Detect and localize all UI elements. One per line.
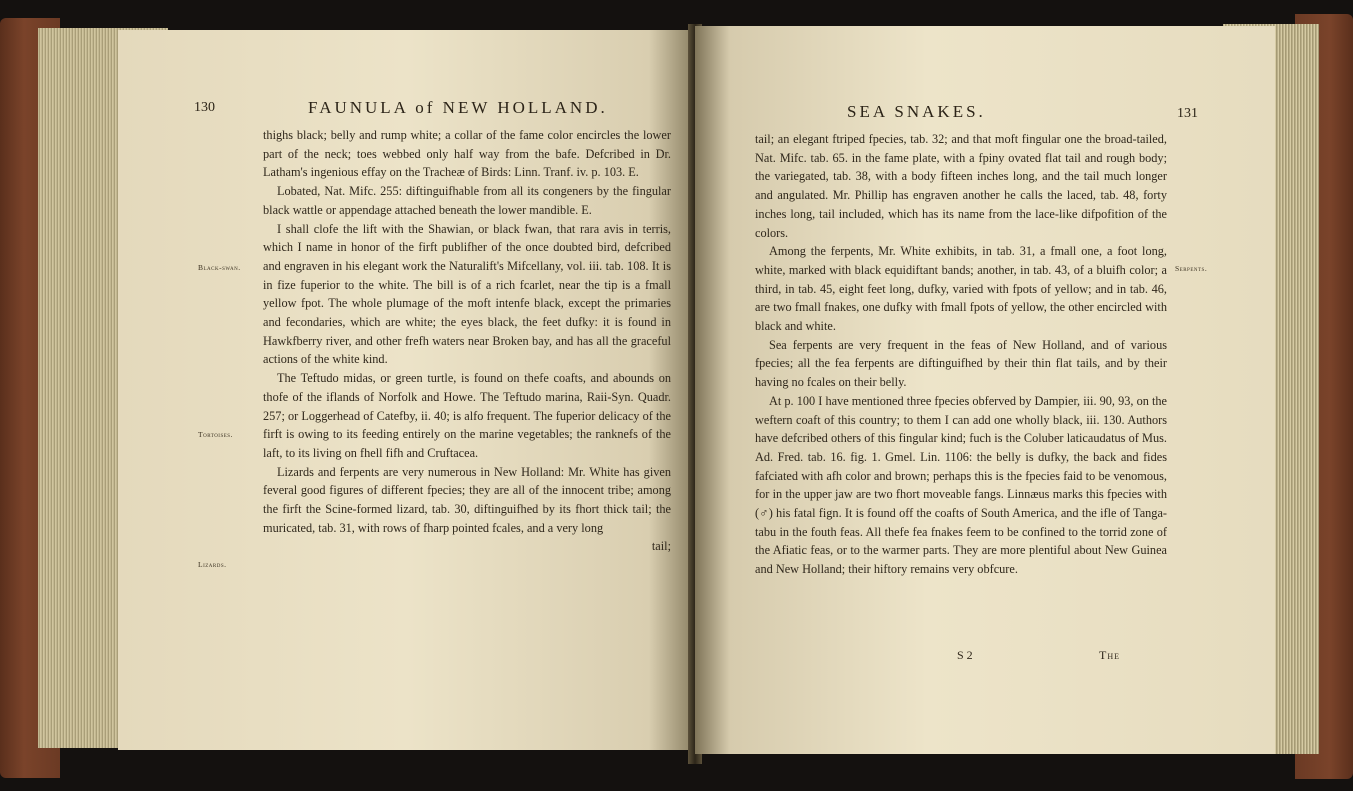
page-header: SEA SNAKES. [847,102,986,121]
catchword: The [1099,648,1120,662]
right-body-text [755,130,1167,579]
margin-note-serpents: Serpents. [1175,264,1208,273]
catchword: tail; [651,539,671,554]
page-header: FAUNULA of NEW HOLLAND. [308,98,608,117]
paragraph: Lobated, Nat. Mifc. 255: diftinguifhable from all its congeners by the fingular black wattle or appendage attached beneath the lower mandible. E. [263,184,671,217]
paragraph: Among the ferpents, Mr. White exhibits, in tab. 31, a fmall one, a foot long, white, marked with black equidiftant bands; another, in tab. 43, of a bluifh color; a third, in tab. 45, eight feet long, dufky, varied with fpots of yellow; and in tab. 46, are two fmall fnakes, one dufky with fmall fpots of yellow, the other encircled with black and white. [755,244,1167,334]
paragraph: thighs black; belly and rump white; a collar of the fame color encircles the lower part of the neck; toes webbed only half way from the bafe. Defcribed in Dr. Latham's ingenious effay on the Tracheæ of Birds: Linn. Tranf. iv. p. 103. E. [263,128,671,180]
margin-note-tortoises: Tortoises. [198,430,233,439]
page-number: 130 [194,100,215,115]
paragraph: tail; an elegant ftriped fpecies, tab. 32; and that moft fingular one the broad-tailed, Nat. Mifc. tab. 65. in the fame plate, with a fpiny ovated flat tail and rough body; the variegated, tab. 38, with a body fifteen inches long, and the tail much longer and angulated. Mr. Phillip has engraven another he calls the laced, tab. 48, forty inches long, tail included, which has its name from the lace-like difpofition of the colors. [755,132,1167,240]
left-body-text [263,126,671,556]
paragraph: Lizards and ferpents are very numerous in New Holland: Mr. White has given feveral good figures of different fpecies; they are all of the innocent tribe; among the firft the Scine-formed lizard, tab. 30, diftinguifhed by its fhort thick tail; the muricated, tab. 31, with rows of fharp pointed fcales, and a very long [263,464,671,535]
signature-mark: S 2 [957,648,973,662]
left-page [118,30,695,750]
margin-note-lizards: Lizards. [198,560,227,569]
page-number: 131 [1177,106,1198,121]
paragraph: The Teftudo midas, or green turtle, is found on thefe coafts, and abounds on thofe of the iflands of Norfolk and Howe. The Teftudo marina, Raii-Syn. Quadr. 257; or Loggerhead of Catefby, ii. 40; is alfo frequent. The fuperior delicacy of the firft is owing to its feeding entirely on the marine vegetables; the ranknefs of the laft, to its living on fhell fifh and Cruftacea. [263,371,671,460]
paragraph: At p. 100 I have mentioned three fpecies obferved by Dampier, iii. 90, 93, on the weftern coaft of this country; to them I can add one wholly black, iii. 130. Authors have defcribed others of this fingular kind; fuch is the Coluber laticaudatus of Mus. Ad. Fred. tab. 16. fig. 1. Gmel. Lin. 1106: the belly is dufky, the back and fides fafciated with afh color and brown; perhaps this is the fpecies faid to be venomous, for in the upper jaw are two fhort moveable fangs. Linnæus marks this fpecies with (♂) his fatal fign. It is found off the coafts of South America, and the ifle of Tanga-tabu in the fouth feas. All thefe fea fnakes feem to be confined to the torrid zone of the Afiatic feas, or to the warmer parts. They are more plentiful about New Guinea and New Holland; their hiftory remains very obfcure. [755,393,1167,577]
margin-note-black-swan: Black-swan. [198,263,241,272]
paragraph: I shall clofe the lift with the Shawian, or black fwan, that rara avis in terris, which I name in honor of the firft publifher of the once doubted bird, defcribed and engraven in his elegant work the Naturalift's Mifcellany, vol. iii. tab. 108. It is in fize fuperior to the white. The bill is of a rich fcarlet, near the tip is a fmall yellow fpot. The whole plumage of the moft intenfe black, except the primaries and fecondaries, which are white; the eyes black, the feet dufky: it is found in Hawkfberry river, and other frefh waters near Broken bay, and has all the graceful actions of the white kind. [263,221,671,367]
right-page [695,26,1275,754]
paragraph: Sea ferpents are very frequent in the feas of New Holland, and of various fpecies; all the fea ferpents are diftinguifhed by their thin flat tails, and by their having no fcales on their belly. [755,337,1167,390]
